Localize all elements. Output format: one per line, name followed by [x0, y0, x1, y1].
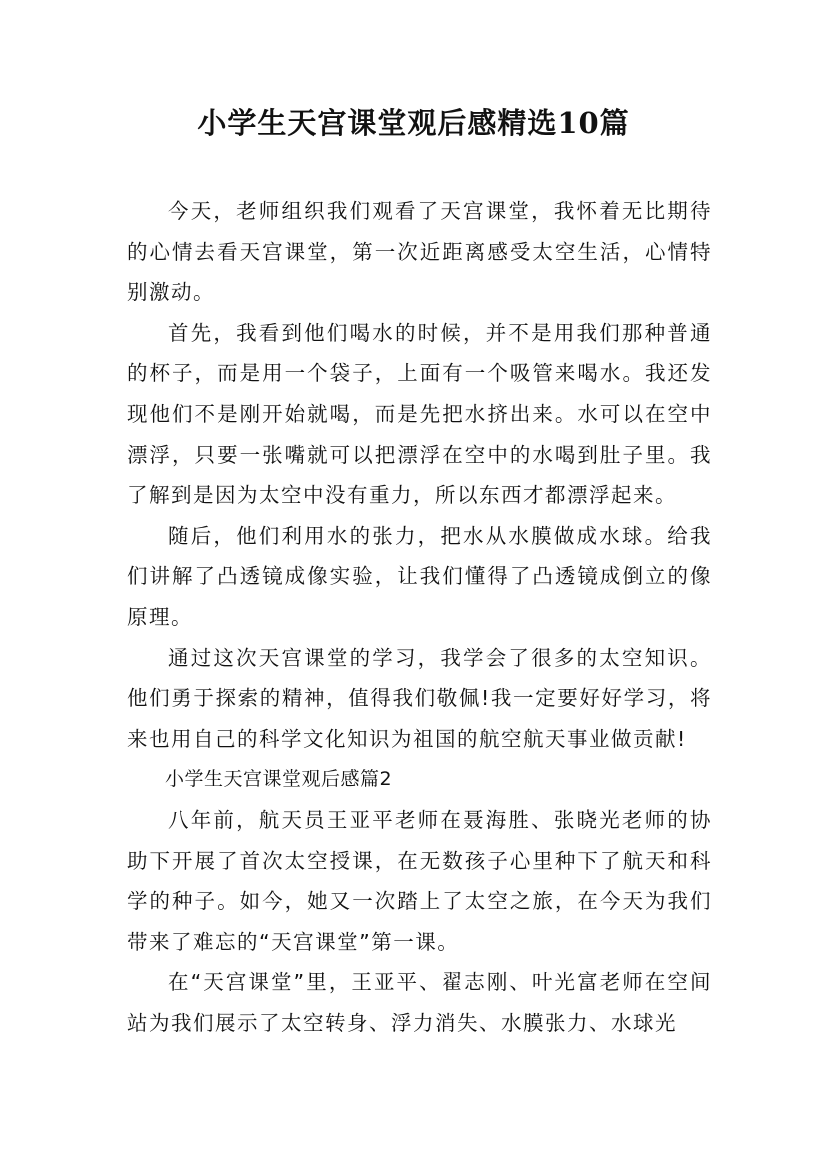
paragraph-3: 随后，他们利用水的张力，把水从水膜做成水球。给我们讲解了凸透镜成像实验，让我们懂得了凸透镜成倒立的像原理。	[127, 523, 712, 629]
document-title: 小学生天宫课堂观后感精选10篇	[197, 106, 630, 140]
section-2-heading: 小学生天宫课堂观后感篇2	[165, 768, 393, 791]
paragraph-1: 今天，老师组织我们观看了天宫课堂，我怀着无比期待的心情去看天宫课堂，第一次近距离感受太空生活，心情特别激动。	[127, 199, 712, 305]
section-2-paragraph-1: 八年前，航天员王亚平老师在聂海胜、张晓光老师的协助下开展了首次太空授课，在无数孩子心里种下了航天和科学的种子。如今，她又一次踏上了太空之旅，在今天为我们带来了难忘的“天宫课堂”第一课。	[127, 807, 712, 954]
paragraph-4: 通过这次天宫课堂的学习，我学会了很多的太空知识。他们勇于探索的精神，值得我们敬佩!我一定要好好学习，将来也用自己的科学文化知识为祖国的航空航天事业做贡献!	[127, 645, 712, 751]
section-2-paragraph-2: 在“天宫课堂”里，王亚平、翟志刚、叶光富老师在空间站为我们展示了太空转身、浮力消失、水膜张力、水球光	[127, 970, 712, 1035]
document-body	[127, 191, 712, 1043]
paragraph-2: 首先，我看到他们喝水的时候，并不是用我们那种普通的杯子，而是用一个袋子，上面有一个吸管来喝水。我还发现他们不是刚开始就喝，而是先把水挤出来。水可以在空中漂浮，只要一张嘴就可以把漂浮在空中的水喝到肚子里。我了解到是因为太空中没有重力，所以东西才都漂浮起来。	[127, 320, 712, 508]
